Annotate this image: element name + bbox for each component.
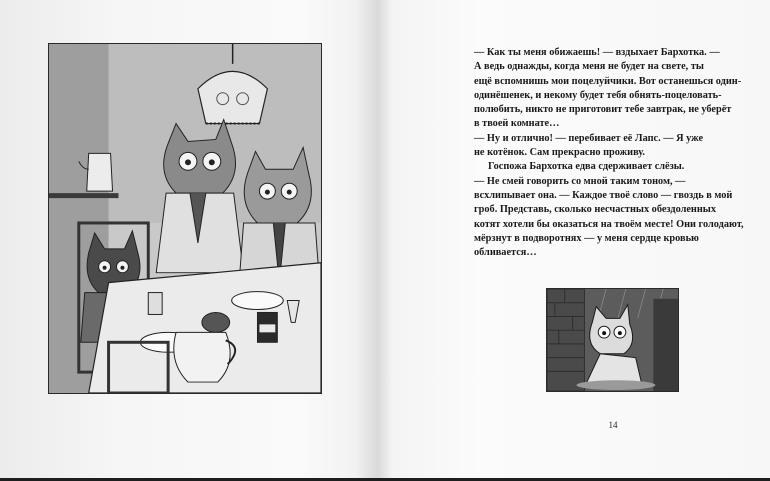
breakfast-illustration <box>48 43 322 394</box>
text-line: полюбить, никто не приготовит тебе завтрак, не уберёт <box>474 104 732 116</box>
text-line: мёрзнут в подворотнях — у меня сердце кровью <box>474 232 699 244</box>
kitten-illustration <box>546 288 679 392</box>
text-line: котят хотели бы оказаться на твоём месте! Они голодают, <box>474 218 744 230</box>
text-line: А ведь однажды, когда меня не будет на свете, ты <box>474 61 704 73</box>
text-line: — Ну и отлично! — перебивает её Лапс. — Я уже <box>474 132 704 144</box>
text-line: обливается… <box>474 247 537 259</box>
sad-kitten-picture <box>547 289 678 391</box>
story-text <box>474 46 756 260</box>
text-line: всхлипывает она. — Каждое твоё слово — гвоздь в мой <box>474 189 733 201</box>
text-line: гроб. Представь, сколько несчастных обездоленных <box>474 204 716 216</box>
text-line: ещё вспомнишь мои поцелуйчики. Вот останешься один- <box>474 75 742 87</box>
cat-family-breakfast-picture <box>49 44 321 393</box>
text-line: — Как ты меня обижаешь! — вздыхает Бархотка. — <box>474 47 720 58</box>
text-line: — Не смей говорить со мной таким тоном, — <box>474 175 686 187</box>
text-line: одинёшенек, и некому будет тебя обнять-поцеловать- <box>474 89 722 101</box>
text-line: в твоей комнате… <box>474 118 560 130</box>
text-line: не котёнок. Сам прекрасно проживу. <box>474 147 645 159</box>
text-line: Госпожа Бархотка едва сдерживает слёзы. <box>488 161 685 173</box>
page-number: 14 <box>608 420 618 430</box>
